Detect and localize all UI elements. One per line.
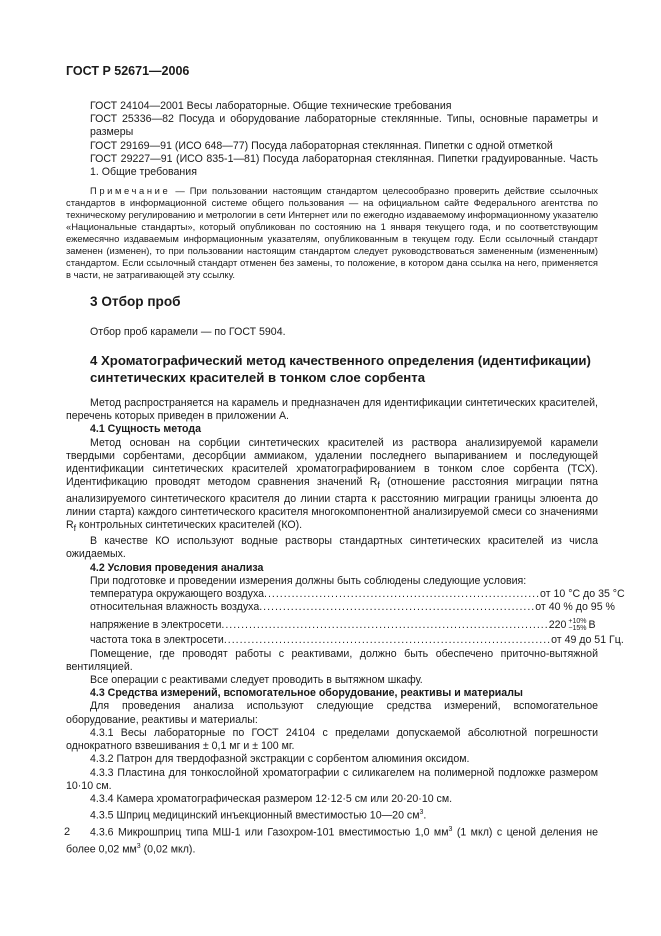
subsection-4-1-text2: В качестве КО используют водные растворы стандартных синтетических красителей из числа ожидаемых. — [66, 535, 598, 561]
item-4-3-1: 4.3.1 Весы лабораторные по ГОСТ 24104 с пределами допускаемой абсолютной погрешности однократного взвешивания ± 0,1 мг и ± 100 мг. — [66, 726, 598, 753]
item-4-3-3: 4.3.3 Пластина для тонкослойной хроматографии с силикагелем на полимерной подложке размером 10·10 см. — [66, 766, 598, 792]
reference-item: ГОСТ 24104—2001 Весы лабораторные. Общие технические требования — [90, 100, 452, 112]
conditions-list — [66, 588, 625, 648]
section-4-intro: Метод распространяется на карамель и предназначен для идентификации синтетических красителей, перечень которых приведен в приложении А. — [66, 397, 598, 423]
section-3-text: Отбор проб карамели — по ГОСТ 5904. — [90, 326, 286, 338]
condition-row: температура окружающего воздуха ...................................................................... от 10 °С до 35 °С — [90, 588, 625, 601]
subsection-4-2-p2: Все операции с реактивами следует проводить в вытяжном шкафу. — [90, 674, 423, 687]
subsection-4-1-text: Метод основан на сорбции синтетических красителей из раствора анализируемой карамели твердыми сорбентами, десорбции аммиаком, удалении последнего выпариванием и последующей идентификации синтетических красителей хроматографированием в тонком слое сорбента (ТСХ). Идентификацию проводят методом сравнения значений $R_f$ (отношение расстояния миграции пятна анализируемого синтетического красителя до линии старта к расстоянию миграции границы элюента до линии старта) каждого синтетического красителя многокомпонентной анализируемой смеси со значениями $R_f$ контрольных синтетических красителей (КО). — [66, 436, 598, 534]
subsection-4-2-p1: Помещение, где проводят работы с реактивами, должно быть обеспечено приточно-вытяжной вентиляцией. — [66, 647, 598, 673]
condition-row: относительная влажность воздуха ...................................................................... от 40 % до 95 % — [90, 601, 615, 614]
item-4-3-4: 4.3.4 Камера хроматографическая размером 12·12·5 см или 20·20·10 см. — [90, 792, 453, 805]
reference-item: ГОСТ 29227—91 (ИСО 835-1—81) Посуда лабораторная стеклянная. Пипетки градуированные. Часть 1. Общие требования — [90, 152, 598, 179]
condition-row: частота тока в электросети ................................................................................... от 49 до 51 Гц. — [90, 634, 624, 647]
document-code: ГОСТ Р 52671—2006 — [66, 64, 190, 78]
note-paragraph — [66, 185, 598, 281]
subsection-4-2-title: 4.2 Условия проведения анализа — [90, 561, 264, 574]
section-4-body — [66, 397, 625, 856]
subsection-4-1-title: 4.1 Сущность метода — [90, 423, 202, 436]
item-4-3-5: 4.3.5 Шприц медицинский инъекционный вместимостью 10—20 $см^3$. — [90, 809, 427, 822]
item-4-3-2: 4.3.2 Патрон для твердофазной экстракции с сорбентом алюминия оксидом. — [90, 753, 470, 766]
subsection-4-3-intro: Для проведения анализа используют следующие средства измерений, вспомогательное оборудование, реактивы и материалы: — [66, 700, 598, 726]
section-4-title: 4 Хроматографический метод качественного определения (идентификации) синтетических красителей в тонком слое сорбента — [90, 353, 591, 385]
reference-item: ГОСТ 29169—91 (ИСО 648—77) Посуда лабораторная стеклянная. Пипетки с одной отметкой — [90, 139, 553, 152]
reference-item: ГОСТ 25336—82 Посуда и оборудование лабораторные стеклянные. Типы, основные параметры и размеры — [90, 113, 598, 139]
subsection-4-3-title: 4.3 Средства измерений, вспомогательное оборудование, реактивы и материалы — [90, 687, 523, 700]
item-4-3-6: 4.3.6 Микрошприц типа МШ-1 или Газохром-101 вместимостью 1,0 $мм^3$ (1 мкл) с ценой деления не более 0,02 $мм^3$ (0,02 мкл). — [66, 825, 598, 856]
condition-row: напряжение в электросети ................................................................................... 220 +10% −15% В — [90, 618, 596, 633]
note-lead: Примечание — [90, 185, 171, 196]
note-text: — При пользовании настоящим стандартом целесообразно проверить действие ссылочных стандартов в информационной системе общего пользования — на официальном сайте Федерального агентства по техническому регулированию и метрологии в сети Интернет или по ежегодно издаваемому информационному указателю «Национальные стандарты», который опубликован по состоянию на 1 января текущего года, и по соответствующим ежемесячно издаваемым информационным указателям, опубликованным в текущем году. Если ссылочный стандарт заменен (изменен), то при пользовании настоящим стандартом следует руководствоваться замененным (измененным) стандартом. Если ссылочный стандарт отменен без замены, то положение, в котором дана ссылка на него, применяется в части, не затрагивающей эту ссылку. — [66, 185, 598, 280]
normative-references — [90, 100, 598, 179]
subsection-4-2-intro: При подготовке и проведении измерения должны быть соблюдены следующие условия: — [90, 574, 527, 587]
section-3-title: 3 Отбор проб — [90, 294, 181, 309]
page-number: 2 — [64, 826, 71, 838]
